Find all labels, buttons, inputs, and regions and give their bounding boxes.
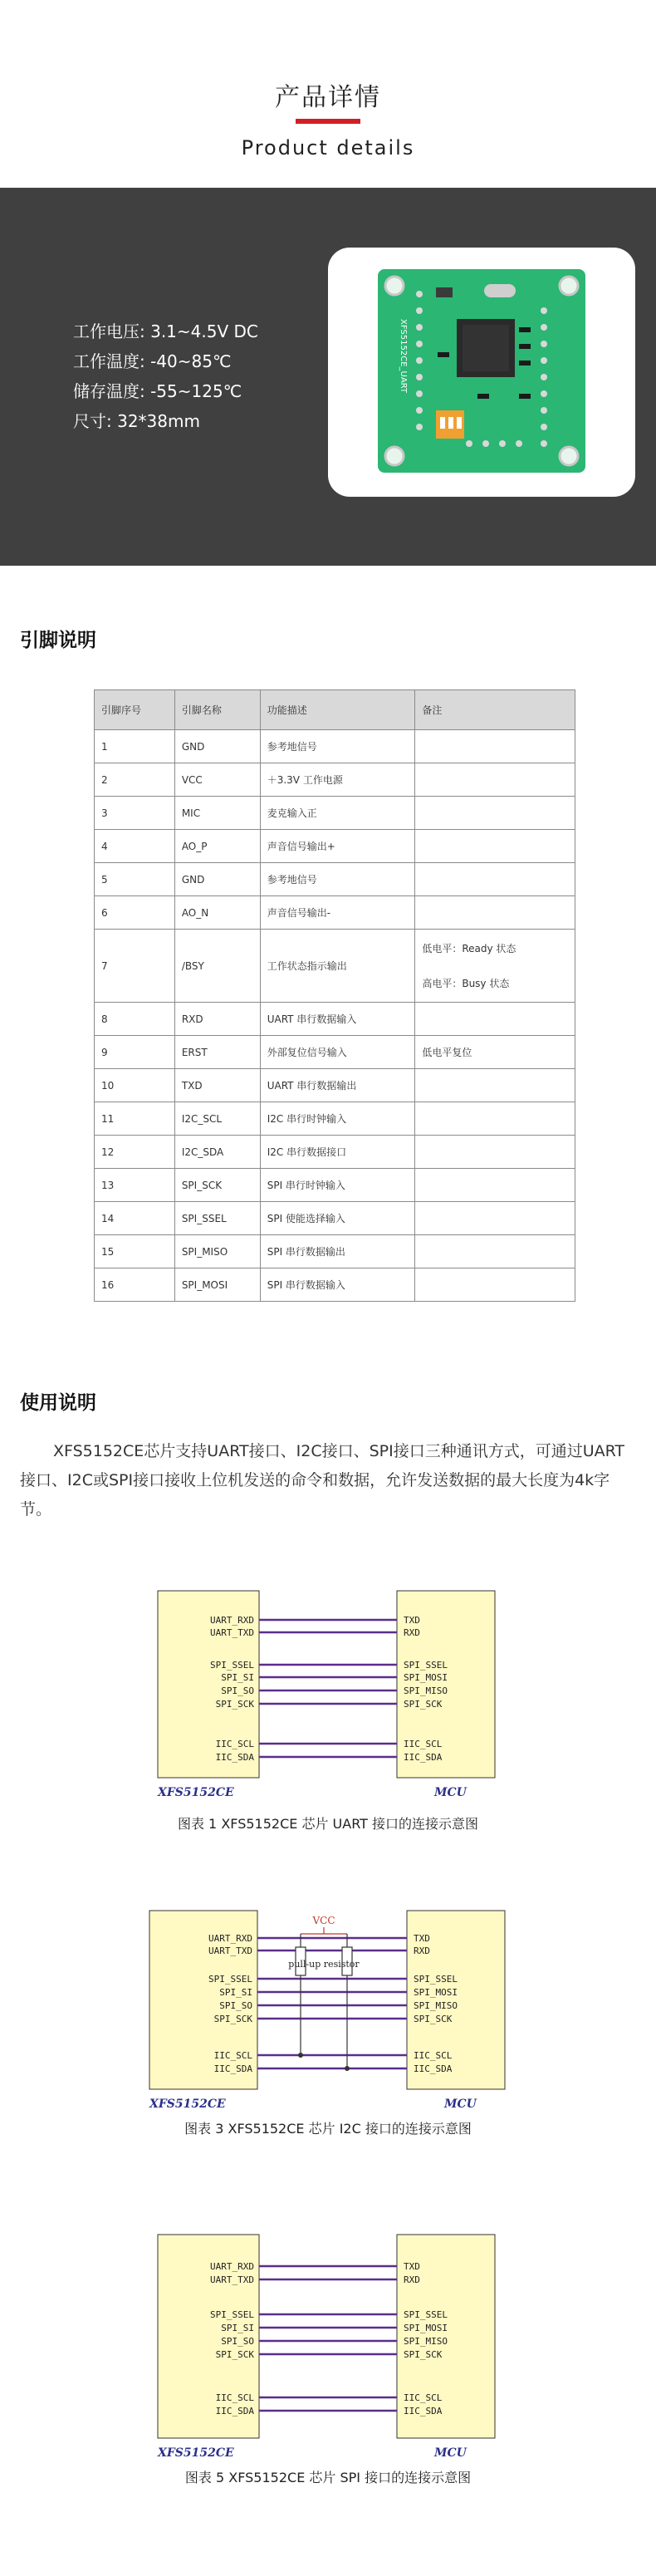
pin-row <box>95 1069 575 1102</box>
mcu-pin-label: SPI_SSEL <box>404 2309 448 2320</box>
chip-pin-label: SPI_SO <box>221 1685 254 1696</box>
chip-pin-label: SPI_SI <box>221 1672 254 1683</box>
mcu-pin-label: IIC_SDA <box>404 1752 443 1763</box>
mcu-pin-label: TXD <box>404 1615 420 1626</box>
pin-row <box>95 1202 575 1235</box>
mcu-pin-label: SPI_MOSI <box>414 1987 458 1998</box>
pin-row <box>95 1235 575 1268</box>
pin-number-cell: 7 <box>95 930 175 1003</box>
mcu-pin-label: SPI_MOSI <box>404 2323 448 2333</box>
pin-row <box>95 930 575 1003</box>
spec-list <box>73 316 258 436</box>
pin-note-cell <box>415 1202 575 1235</box>
pin-name-cell: SPI_MOSI <box>174 1268 260 1302</box>
pin-name-cell: AO_N <box>174 896 260 930</box>
pin-row <box>95 1268 575 1302</box>
mcu-pin-label: RXD <box>404 2274 420 2285</box>
chip-pin-label: SPI_SI <box>221 2323 254 2333</box>
page-title-en: Product details <box>241 136 415 159</box>
pin-name-cell: GND <box>174 730 260 763</box>
vcc-label: VCC <box>312 1915 335 1926</box>
pin-number-cell: 1 <box>95 730 175 763</box>
chip-pin-label: UART_TXD <box>208 1945 252 1956</box>
product-image-card <box>328 248 635 497</box>
pin-name-cell: TXD <box>174 1069 260 1102</box>
pin-note-cell <box>415 1069 575 1102</box>
pin-note-cell: 低电平复位 <box>415 1036 575 1069</box>
pin-row <box>95 763 575 797</box>
pin-number-cell: 16 <box>95 1268 175 1302</box>
page-header <box>0 0 656 188</box>
pin-function-cell: 声音信号输出- <box>260 896 415 930</box>
pin-row <box>95 1136 575 1169</box>
i2c-diagram <box>0 1902 656 2113</box>
busy-note-high: 高电平：Busy 状态 <box>422 977 510 989</box>
chip-pin-label: SPI_SO <box>219 2000 252 2011</box>
pin-number-cell: 10 <box>95 1069 175 1102</box>
chip-pin-label: SPI_SSEL <box>208 1974 252 1985</box>
chip-pin-label: IIC_SDA <box>213 2063 252 2074</box>
pin-number-cell: 2 <box>95 763 175 797</box>
pin-note-cell <box>415 1268 575 1302</box>
pin-name-cell: AO_P <box>174 830 260 863</box>
i2c-caption: 图表 3 XFS5152CE 芯片 I2C 接口的连接示意图 <box>184 2121 472 2137</box>
spi-caption: 图表 5 XFS5152CE 芯片 SPI 接口的连接示意图 <box>184 2470 472 2485</box>
pin-name-cell: SPI_MISO <box>174 1235 260 1268</box>
pin-note-cell <box>415 763 575 797</box>
pin-note-cell <box>415 930 575 1003</box>
pin-number-cell: 8 <box>95 1003 175 1036</box>
chip-pin-label: IIC_SCL <box>215 2392 254 2403</box>
mcu-pin-label: RXD <box>414 1945 430 1956</box>
pcb-module-image <box>378 269 585 473</box>
chip-pin-label: SPI_SCK <box>213 2014 252 2024</box>
title-underline <box>296 119 360 124</box>
pin-row <box>95 1169 575 1202</box>
mcu-pin-label: TXD <box>414 1933 430 1944</box>
pin-function-cell: SPI 使能选择输入 <box>260 1202 415 1235</box>
spec-band <box>0 188 656 566</box>
pin-table-header <box>95 690 575 730</box>
mcu-pin-label: SPI_MISO <box>414 2000 458 2011</box>
mcu-pin-label: IIC_SCL <box>404 2392 443 2403</box>
spec-voltage: 工作电压: 3.1~4.5V DC <box>73 321 258 341</box>
mcu-pin-label: SPI_SSEL <box>404 1660 448 1671</box>
mcu-pin-label: IIC_SCL <box>404 1739 443 1749</box>
mcu-name: MCU <box>434 2446 467 2459</box>
pullup-label: pull-up resistor <box>288 1959 360 1970</box>
mcu-pin-label: SPI_MISO <box>404 2336 448 2347</box>
pin-row <box>95 896 575 930</box>
pin-number-cell: 13 <box>95 1169 175 1202</box>
pin-name-cell: /BSY <box>174 930 260 1003</box>
spec-size: 尺寸: 32*38mm <box>73 411 200 431</box>
pin-function-cell: 声音信号输出+ <box>260 830 415 863</box>
pin-function-cell: 参考地信号 <box>260 863 415 896</box>
mcu-name: MCU <box>444 2098 477 2110</box>
mcu-pin-label: IIC_SCL <box>414 2050 453 2061</box>
pin-row <box>95 1036 575 1069</box>
pin-name-cell: I2C_SDA <box>174 1136 260 1169</box>
pin-row <box>95 863 575 896</box>
pin-name-cell: RXD <box>174 1003 260 1036</box>
pin-note-cell <box>415 863 575 896</box>
chip-pin-label: IIC_SCL <box>213 2050 252 2061</box>
pin-note-cell <box>415 830 575 863</box>
pin-function-cell: 参考地信号 <box>260 730 415 763</box>
pin-table <box>94 689 575 1302</box>
pin-function-cell: 工作状态指示输出 <box>260 930 415 1003</box>
pin-row <box>95 1003 575 1036</box>
chip-pin-label: UART_RXD <box>208 1933 252 1944</box>
pin-number-cell: 9 <box>95 1036 175 1069</box>
pin-name-cell: I2C_SCL <box>174 1102 260 1136</box>
pin-name-cell: SPI_SSEL <box>174 1202 260 1235</box>
mcu-name: MCU <box>434 1786 467 1798</box>
mcu-pin-label: IIC_SDA <box>404 2406 443 2417</box>
pin-number-cell: 5 <box>95 863 175 896</box>
pin-row <box>95 797 575 830</box>
pin-name-cell: SPI_SCK <box>174 1169 260 1202</box>
pin-name-cell: ERST <box>174 1036 260 1069</box>
usage-paragraph: XFS5152CE芯片支持UART接口、I2C接口、SPI接口三种通讯方式，可通过UART接口、I2C或SPI接口接收上位机发送的命令和数据，允许发送数据的最大长度为4k字节。 <box>20 1442 625 1519</box>
chip-pin-label: SPI_SSEL <box>210 1660 254 1671</box>
spi-diagram <box>0 2226 656 2462</box>
pin-note-cell <box>415 1003 575 1036</box>
chip-pin-label: IIC_SCL <box>215 1739 254 1749</box>
pin-function-cell: I2C 串行数据接口 <box>260 1136 415 1169</box>
mcu-pin-label: SPI_SSEL <box>414 1974 458 1985</box>
busy-note-low: 低电平：Ready 状态 <box>422 942 516 954</box>
pin-number-cell: 12 <box>95 1136 175 1169</box>
pin-name-cell: MIC <box>174 797 260 830</box>
mcu-pin-label: SPI_MOSI <box>404 1672 448 1683</box>
pin-row <box>95 730 575 763</box>
spec-op-temp: 工作温度: -40~85℃ <box>73 351 232 371</box>
pin-function-cell: UART 串行数据输入 <box>260 1003 415 1036</box>
pin-name-cell: GND <box>174 863 260 896</box>
mcu-pin-label: RXD <box>404 1627 420 1638</box>
usage-section-title: 使用说明 <box>20 1392 96 1414</box>
chip-pin-label: UART_TXD <box>210 2274 254 2285</box>
pin-function-cell: UART 串行数据输出 <box>260 1069 415 1102</box>
pin-function-cell: SPI 串行数据输出 <box>260 1235 415 1268</box>
pin-number-cell: 15 <box>95 1235 175 1268</box>
mcu-pin-label: SPI_SCK <box>404 2349 443 2360</box>
pin-function-cell: I2C 串行时钟输入 <box>260 1102 415 1136</box>
pin-function-cell: 麦克输入正 <box>260 797 415 830</box>
chip-pin-label: SPI_SO <box>221 2336 254 2347</box>
chip-pin-label: SPI_SI <box>219 1987 252 1998</box>
chip-pin-label: UART_TXD <box>210 1627 254 1638</box>
mcu-pin-label: SPI_SCK <box>404 1699 443 1710</box>
svg-text:XFS5152CE_UART: XFS5152CE_UART <box>399 319 408 394</box>
chip-name: XFS5152CE <box>149 2098 226 2110</box>
col-header-note: 备注 <box>415 690 575 730</box>
chip-pin-label: SPI_SCK <box>215 2349 254 2360</box>
pin-note-cell <box>415 1102 575 1136</box>
pin-row <box>95 830 575 863</box>
pin-function-cell: SPI 串行数据输入 <box>260 1268 415 1302</box>
chip-name: XFS5152CE <box>158 2446 234 2459</box>
pin-number-cell: 14 <box>95 1202 175 1235</box>
chip-pin-label: IIC_SDA <box>215 1752 254 1763</box>
mcu-pin-label: IIC_SDA <box>414 2063 453 2074</box>
chip-pin-label: UART_RXD <box>210 2261 254 2272</box>
pin-note-cell <box>415 797 575 830</box>
pin-note-cell <box>415 1169 575 1202</box>
page-title-cn: 产品详情 <box>275 83 381 112</box>
pin-number-cell: 4 <box>95 830 175 863</box>
chip-name: XFS5152CE <box>158 1786 234 1798</box>
mcu-pin-label: SPI_MISO <box>404 1685 448 1696</box>
pins-section-title: 引脚说明 <box>20 630 96 651</box>
pin-function-cell: ＋3.3V 工作电源 <box>260 763 415 797</box>
pin-name-cell: VCC <box>174 763 260 797</box>
col-header-pin-no: 引脚序号 <box>95 690 175 730</box>
col-header-pin-name: 引脚名称 <box>174 690 260 730</box>
spec-store-temp: 储存温度: -55~125℃ <box>73 381 242 401</box>
pin-number-cell: 11 <box>95 1102 175 1136</box>
chip-pin-label: SPI_SCK <box>215 1699 254 1710</box>
col-header-function: 功能描述 <box>260 690 415 730</box>
pin-function-cell: 外部复位信号输入 <box>260 1036 415 1069</box>
chip-pin-label: IIC_SDA <box>215 2406 254 2417</box>
pin-note-cell <box>415 730 575 763</box>
chip-pin-label: SPI_SSEL <box>210 2309 254 2320</box>
pin-note-cell <box>415 1136 575 1169</box>
pin-number-cell: 3 <box>95 797 175 830</box>
uart-caption: 图表 1 XFS5152CE 芯片 UART 接口的连接示意图 <box>177 1816 479 1832</box>
chip-pin-label: UART_RXD <box>210 1615 254 1626</box>
uart-diagram <box>0 1582 656 1802</box>
mcu-pin-label: TXD <box>404 2261 420 2272</box>
pin-row <box>95 1102 575 1136</box>
pin-note-cell <box>415 896 575 930</box>
pin-number-cell: 6 <box>95 896 175 930</box>
mcu-pin-label: SPI_SCK <box>414 2014 453 2024</box>
pin-function-cell: SPI 串行时钟输入 <box>260 1169 415 1202</box>
pin-note-cell <box>415 1235 575 1268</box>
